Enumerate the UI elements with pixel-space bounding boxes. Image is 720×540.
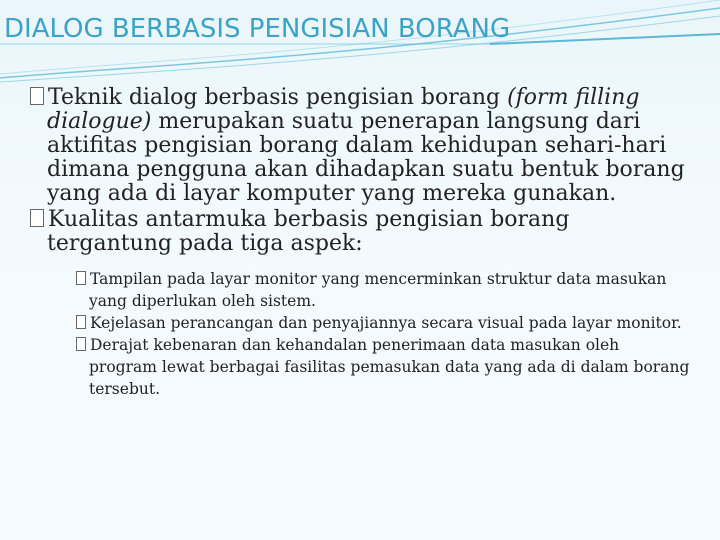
bullet-2	[30, 208, 690, 256]
sub-bullet-marker-icon	[76, 271, 86, 285]
bullet-marker-icon	[30, 87, 44, 105]
bullet-1-italic: (form filling dialogue)	[47, 85, 640, 134]
sub-bullet-marker-icon	[76, 337, 86, 351]
slide-body	[30, 86, 690, 400]
sub-bullet-marker-icon	[76, 315, 86, 329]
sub-bullet-3-text: Derajat kebenaran dan kehandalan penerimaan data masukan oleh program lewat berbagai fasilitas pemasukan data yang ada di dalam borang tersebut.	[89, 336, 690, 398]
sub-bullet-2-text: Kejelasan perancangan dan penyajiannya secara visual pada layar monitor.	[90, 314, 682, 332]
bullet-marker-icon	[30, 209, 44, 227]
slide-title: DIALOG BERBASIS PENGISIAN BORANG	[4, 14, 511, 44]
bullet-2-text: Kualitas antarmuka berbasis pengisian borang tergantung pada tiga aspek:	[47, 207, 570, 256]
bullet-1-text-a: Teknik dialog berbasis pengisian borang	[48, 85, 508, 110]
sub-bullet-2	[76, 312, 690, 334]
sub-bullet-3	[76, 334, 690, 400]
sub-bullet-1-text: Tampilan pada layar monitor yang mencerminkan struktur data masukan yang diperlukan oleh sistem.	[89, 270, 667, 310]
bullet-1	[30, 86, 690, 206]
bullet-1-text-b: merupakan suatu penerapan langsung dari aktifitas pengisian borang dalam kehidupan sehari-hari dimana pengguna akan dihadapkan suatu bentuk borang yang ada di layar komputer yang mereka gunakan.	[47, 109, 685, 206]
sub-bullet-1	[76, 268, 690, 312]
sub-bullet-list	[30, 268, 690, 400]
